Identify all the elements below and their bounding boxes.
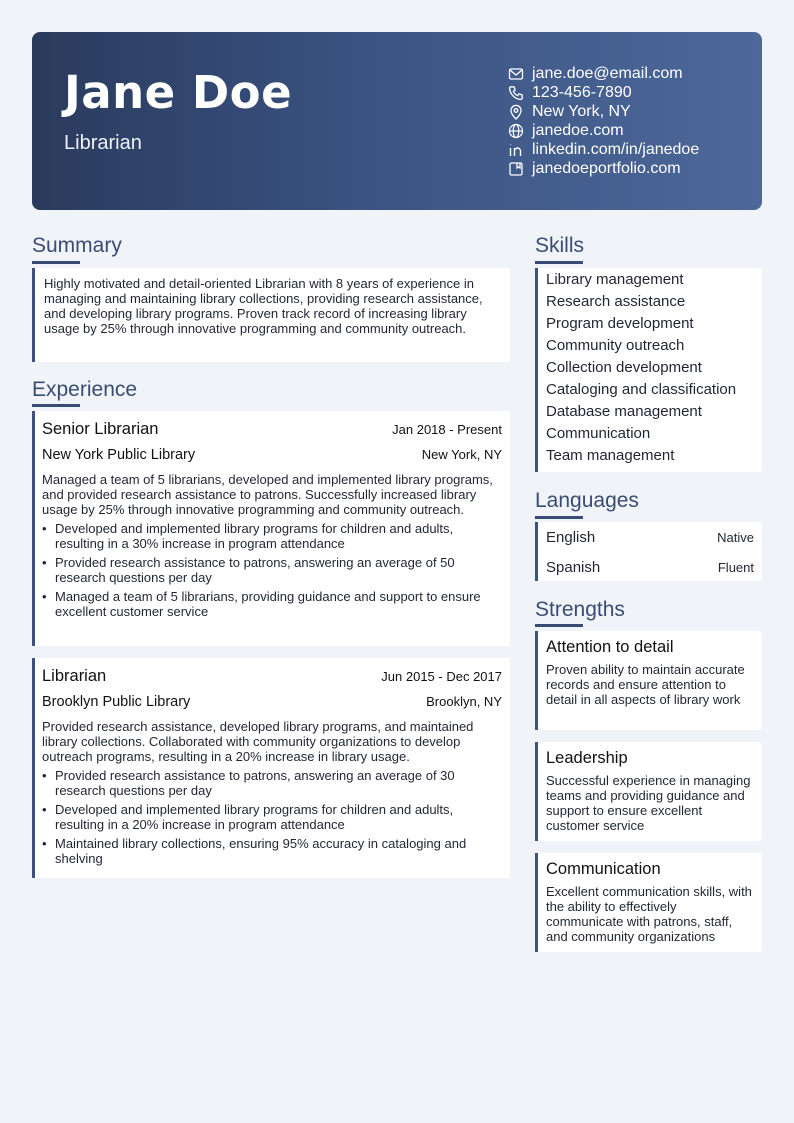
candidate-name: Jane Doe bbox=[64, 66, 293, 119]
contact-location-text: New York, NY bbox=[532, 102, 631, 120]
experience-heading-rule bbox=[32, 404, 80, 407]
language-level: Native bbox=[717, 529, 754, 545]
experience-item bbox=[32, 658, 510, 878]
contact-website-text: janedoe.com bbox=[532, 121, 624, 139]
languages-heading-rule bbox=[535, 516, 583, 519]
experience-bullet: • Provided research assistance to patrons, answering an average of 30 research questions per day bbox=[42, 768, 455, 798]
skill-item: Database management bbox=[546, 403, 702, 420]
contact-linkedin-text: linkedin.com/in/janedoe bbox=[532, 140, 700, 158]
contact-phone[interactable] bbox=[508, 83, 699, 102]
experience-bullet: • Maintained library collections, ensuring 95% accuracy in cataloging and shelving bbox=[42, 836, 467, 866]
linkedin-icon bbox=[508, 142, 532, 158]
experience-description: Provided research assistance, developed library programs, and maintained library collections. Collaborated with community organizations to develop outreach programs, resulting in a 20% increase in library usage. bbox=[42, 719, 474, 764]
language-row bbox=[538, 552, 762, 582]
strength-title: Communication bbox=[546, 860, 661, 878]
skill-item: Collection development bbox=[546, 359, 702, 376]
phone-icon bbox=[508, 85, 532, 101]
contact-list bbox=[508, 64, 699, 178]
skills-card bbox=[535, 268, 762, 472]
experience-organization: Brooklyn Public Library bbox=[42, 694, 191, 710]
languages-card bbox=[535, 522, 762, 581]
skills-heading-rule bbox=[535, 261, 583, 264]
strength-description: Proven ability to maintain accurate records and ensure attention to detail in all aspects of library work bbox=[546, 662, 745, 707]
experience-role: Senior Librarian bbox=[42, 420, 159, 438]
experience-description: Managed a team of 5 librarians, developed and implemented library programs, and provided research assistance to patrons. Successfully increased library usage by 25% through innovative programming and community outreach. bbox=[42, 472, 493, 517]
summary-text: Highly motivated and detail-oriented Librarian with 8 years of experience in managing and maintaining library collections, providing research assistance, and developing library programs. Proven track record of increasing library usage by 25% through innovative programming and community outreach. bbox=[44, 276, 483, 336]
language-row bbox=[538, 522, 762, 552]
language-name: Spanish bbox=[546, 558, 601, 576]
contact-email-text: jane.doe@email.com bbox=[532, 64, 683, 82]
strengths-heading-rule bbox=[535, 624, 583, 627]
strength-card bbox=[535, 631, 762, 730]
language-level: Fluent bbox=[717, 559, 754, 575]
contact-phone-text: 123-456-7890 bbox=[532, 83, 632, 101]
skill-item: Communication bbox=[546, 425, 651, 442]
summary-heading: Summary bbox=[32, 234, 122, 257]
skill-item: Community outreach bbox=[546, 337, 685, 354]
experience-item bbox=[32, 411, 510, 646]
portfolio-icon bbox=[508, 161, 532, 177]
experience-role: Librarian bbox=[42, 667, 107, 685]
mail-icon bbox=[508, 66, 532, 82]
summary-card bbox=[32, 268, 510, 362]
resume-header bbox=[32, 32, 762, 210]
experience-dates: Jan 2018 - Present bbox=[392, 422, 502, 437]
experience-dates: Jun 2015 - Dec 2017 bbox=[381, 669, 502, 684]
contact-portfolio-text: janedoeportfolio.com bbox=[532, 159, 681, 177]
experience-bullet: • Managed a team of 5 librarians, providing guidance and support to ensure excellent customer service bbox=[42, 589, 481, 619]
globe-icon bbox=[508, 123, 532, 139]
skill-item: Library management bbox=[546, 271, 684, 288]
experience-location: New York, NY bbox=[421, 447, 502, 462]
strength-card bbox=[535, 853, 762, 952]
experience-bullets bbox=[42, 768, 502, 866]
location-icon bbox=[508, 104, 532, 120]
skill-item: Team management bbox=[546, 447, 675, 464]
contact-linkedin[interactable] bbox=[508, 140, 699, 159]
strength-card bbox=[535, 742, 762, 841]
experience-heading: Experience bbox=[32, 378, 138, 401]
skill-item: Research assistance bbox=[546, 293, 686, 310]
languages-heading: Languages bbox=[535, 489, 639, 512]
experience-bullet: • Developed and implemented library programs for children and adults, resulting in a 20% increase in program attendance bbox=[42, 802, 454, 832]
experience-bullets bbox=[42, 521, 502, 619]
candidate-title: Librarian bbox=[64, 132, 142, 154]
strengths-heading: Strengths bbox=[535, 598, 625, 621]
contact-location bbox=[508, 102, 699, 121]
strength-description: Excellent communication skills, with the ability to effectively communicate with patrons, staff, and community organizations bbox=[546, 884, 752, 944]
experience-bullet: • Provided research assistance to patrons, answering an average of 50 research questions per day bbox=[42, 555, 455, 585]
strength-title: Attention to detail bbox=[546, 638, 674, 656]
experience-organization: New York Public Library bbox=[42, 447, 196, 463]
summary-heading-rule bbox=[32, 261, 80, 264]
skill-item: Cataloging and classification bbox=[546, 381, 737, 398]
experience-bullet: • Developed and implemented library programs for children and adults, resulting in a 30% increase in program attendance bbox=[42, 521, 454, 551]
contact-email[interactable] bbox=[508, 64, 699, 83]
experience-location: Brooklyn, NY bbox=[426, 694, 502, 709]
skills-heading: Skills bbox=[535, 234, 585, 257]
strength-description: Successful experience in managing teams and providing guidance and support to ensure excellent customer service bbox=[546, 773, 751, 833]
strength-title: Leadership bbox=[546, 749, 628, 767]
skill-item: Program development bbox=[546, 315, 694, 332]
contact-website[interactable] bbox=[508, 121, 699, 140]
language-name: English bbox=[546, 528, 596, 546]
contact-portfolio[interactable] bbox=[508, 159, 699, 178]
